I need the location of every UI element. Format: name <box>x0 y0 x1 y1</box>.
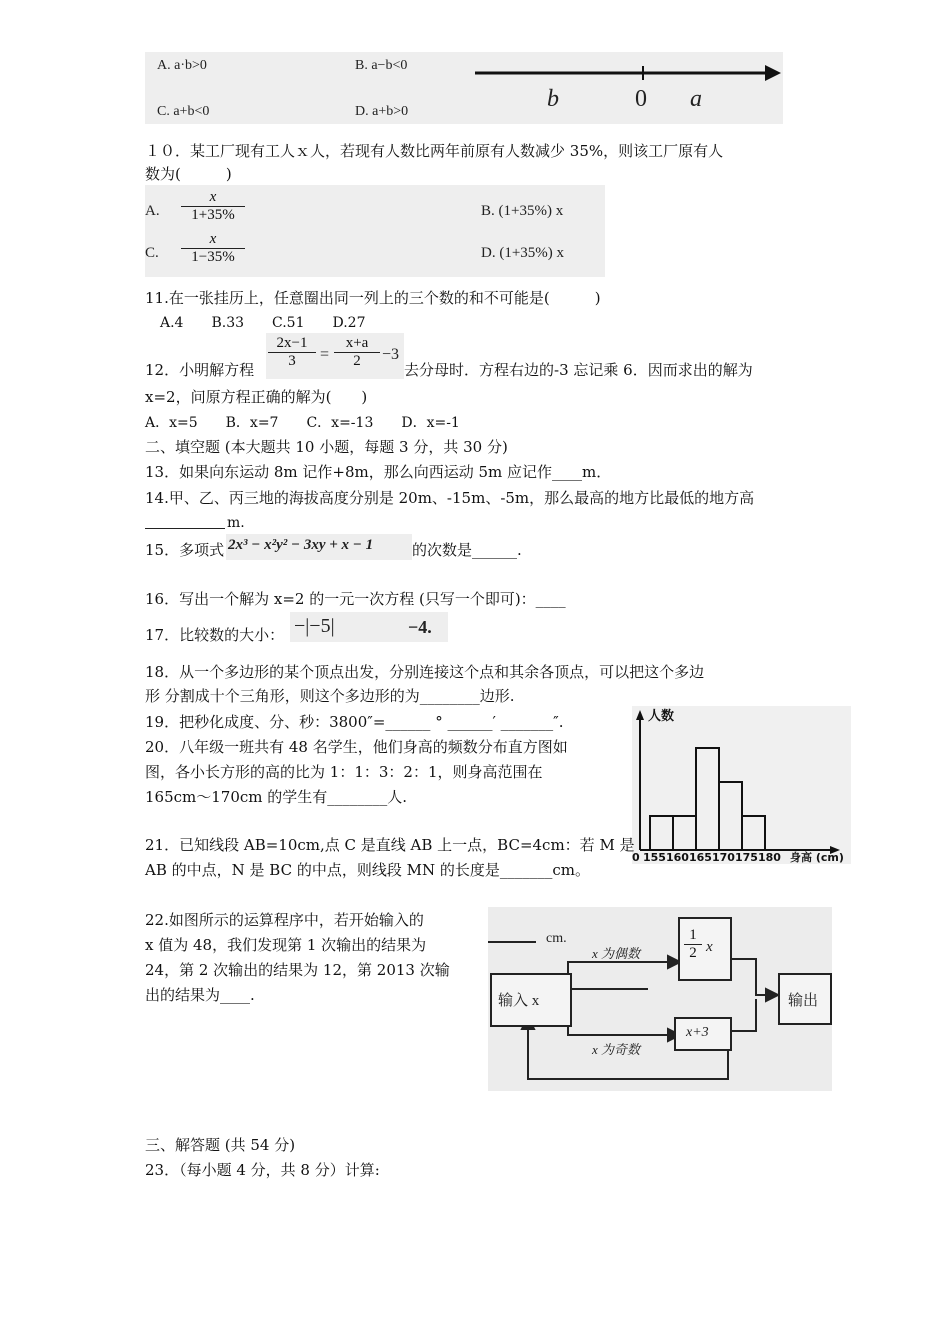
q22-input-label: 输入 x <box>498 993 540 1009</box>
q12-options: A．x=5 B．x=7 C．x=-13 D．x=-1 <box>145 415 460 431</box>
q22-line4: 出的结果为____. <box>145 986 255 1004</box>
q22-input-box <box>490 973 572 1027</box>
q10-option-a-label: A. <box>145 203 160 219</box>
q9-option-a: A. a·b>0 <box>157 58 207 73</box>
histogram-bar-170-175 <box>719 782 742 850</box>
q22-half-denominator: 2 <box>689 945 697 961</box>
q10-option-a-numerator: x <box>181 189 245 207</box>
histogram-y-label: 人数 <box>648 709 675 724</box>
q22-line2: x 值为 48，我们发现第 1 次输出的结果为 <box>145 936 427 954</box>
q12-rhs-fraction <box>334 335 380 370</box>
q9-scan-image <box>145 52 783 124</box>
q20-line1: 20．八年级一班共有 48 名学生，他们身高的频数分布直方图如 <box>145 738 568 756</box>
q17-expression: −|−5| <box>294 615 335 637</box>
histogram-x-tick-170: 170 <box>712 851 735 864</box>
histogram-x-tick-0: 0 <box>632 851 640 864</box>
q22-output-label: 输出 <box>788 993 819 1009</box>
q12-equals-sign: = <box>320 346 330 363</box>
q14-answer-blank[interactable] <box>145 514 225 529</box>
q10-option-b: B. (1+35%) x <box>481 203 564 219</box>
q22-plus3-box <box>674 1017 732 1051</box>
q10-option-a-fraction <box>181 189 245 224</box>
q22-flowchart <box>488 907 832 1091</box>
q19-question: 19．把秒化成度、分、秒：3800″=______ ° ______′ _______″. <box>145 713 564 731</box>
q10-line2: 数为( ) <box>145 165 232 183</box>
q17-prefix: 17．比较数的大小： <box>145 626 285 644</box>
q16-question: 16．写出一个解为 x=2 的一元一次方程 (只写一个即可)：____ <box>145 590 566 608</box>
q17-expression-scan <box>290 612 448 642</box>
q21-line2: AB 的中点，N 是 BC 的中点，则线段 MN 的长度是_______cm。 <box>145 861 590 879</box>
q14-unit: m. <box>227 515 245 531</box>
q12-rhs-denominator: 2 <box>353 353 361 369</box>
histogram-bar-160-165 <box>673 816 696 850</box>
q10-option-c-numerator: x <box>181 231 245 249</box>
histogram-x-tick-155: 155 <box>643 851 666 864</box>
q9-option-d: D. a+b>0 <box>355 104 409 119</box>
q12-rhs-numerator: x+a <box>334 335 380 353</box>
q22-line1: 22.如图所示的运算程序中，若开始输入的 <box>145 911 424 929</box>
q22-output-box <box>778 973 832 1025</box>
q15-suffix: 的次数是______. <box>412 541 522 559</box>
q11-options: A.4 B.33 C.51 D.27 <box>160 315 366 331</box>
q11-question: 11.在一张挂历上，任意圈出同一列上的三个数的和不可能是( ) <box>145 289 601 307</box>
q9-point-a: a <box>690 86 702 112</box>
q18-line2: 形 分割成十个三角形，则这个多边形的为________边形. <box>145 687 515 705</box>
q12-lhs-denominator: 3 <box>288 353 296 369</box>
q12-line2: x=2，问原方程正确的解为( ) <box>145 388 368 406</box>
q12-lhs-fraction <box>268 335 316 370</box>
q9-number-line <box>475 60 783 86</box>
histogram-x-tick-160: 160 <box>666 851 689 864</box>
q15-polynomial-scan <box>226 534 412 560</box>
histogram-x-tick-175: 175 <box>735 851 758 864</box>
q9-point-b: b <box>547 86 559 112</box>
histogram-bar-165-170 <box>696 748 719 850</box>
q10-option-c-label: C. <box>145 245 159 261</box>
q20-histogram-svg <box>632 706 851 864</box>
histogram-x-tick-180: 180 <box>758 851 781 864</box>
q22-half-fraction <box>684 927 702 962</box>
q10-option-c-denominator: 1−35% <box>191 249 235 265</box>
q13-question: 13．如果向东运动 8m 记作+8m，那么向西运动 5m 应记作____m． <box>145 463 612 481</box>
histogram-bar-155-160 <box>650 816 673 850</box>
q12-lhs-numerator: 2x−1 <box>268 335 316 353</box>
q12-rhs-tail: −3 <box>382 346 400 363</box>
q20-line2: 图，各小长方形的高的比为 1：1：3：2：1，则身高范围在 <box>145 763 543 781</box>
q9-option-c: C. a+b<0 <box>157 104 210 119</box>
q18-line1: 18．从一个多边形的某个顶点出发，分别连接这个点和其余各顶点，可以把这个多边 <box>145 663 705 681</box>
q22-stray-text: cm. <box>546 931 567 946</box>
histogram-x-tick-165: 165 <box>689 851 712 864</box>
q15-polynomial: 2x³ − x²y² − 3xy + x − 1 <box>228 537 374 553</box>
q14-line1: 14.甲、乙、丙三地的海拔高度分别是 20m、-15m、-5m，那么最高的地方比最低的地方高 <box>145 489 755 507</box>
q9-point-zero: 0 <box>635 86 647 112</box>
histogram-x-label: 身高 (cm) <box>790 851 844 864</box>
q22-even-label: x 为偶数 <box>592 946 641 961</box>
q12-prefix: 12．小明解方程 <box>145 361 255 379</box>
q22-plus3-label: x+3 <box>686 1025 709 1040</box>
q22-half-box <box>678 917 732 981</box>
q22-line3: 24，第 2 次输出的结果为 12，第 2013 次输 <box>145 961 450 979</box>
q17-compare-value: −4. <box>408 617 432 637</box>
q20-histogram <box>632 706 851 864</box>
q10-option-a-denominator: 1+35% <box>191 207 235 223</box>
q22-half-numerator: 1 <box>684 927 702 945</box>
q10-options-scan <box>145 185 605 277</box>
section3-heading: 三、解答题 (共 54 分) <box>145 1136 296 1154</box>
section2-heading: 二、填空题 (本大题共 10 小题，每题 3 分，共 30 分) <box>145 438 508 456</box>
q10-option-c-fraction <box>181 231 245 266</box>
q22-odd-label: x 为奇数 <box>592 1042 641 1057</box>
histogram-y-arrow <box>636 710 644 720</box>
q12-equation-scan <box>266 333 404 379</box>
q22-half-x: x <box>706 939 713 955</box>
q15-prefix: 15．多项式 <box>145 541 225 559</box>
histogram-bar-175-180 <box>742 816 765 850</box>
q9-option-b: B. a−b<0 <box>355 58 408 73</box>
q10-line1: １０．某工厂现有工人ｘ人，若现有人数比两年前原有人数减少 35%，则该工厂原有人 <box>145 142 724 160</box>
q10-option-d: D. (1+35%) x <box>481 245 565 261</box>
q20-line3: 165cm～170cm 的学生有________人. <box>145 788 408 806</box>
q21-line1: 21．已知线段 AB=10cm,点 C 是直线 AB 上一点，BC=4cm：若 M 是 <box>145 836 635 854</box>
q12-suffix: 去分母时．方程右边的-3 忘记乘 6．因而求出的解为 <box>404 361 753 379</box>
q23-question: 23．（每小题 4 分，共 8 分）计算: <box>145 1161 380 1179</box>
